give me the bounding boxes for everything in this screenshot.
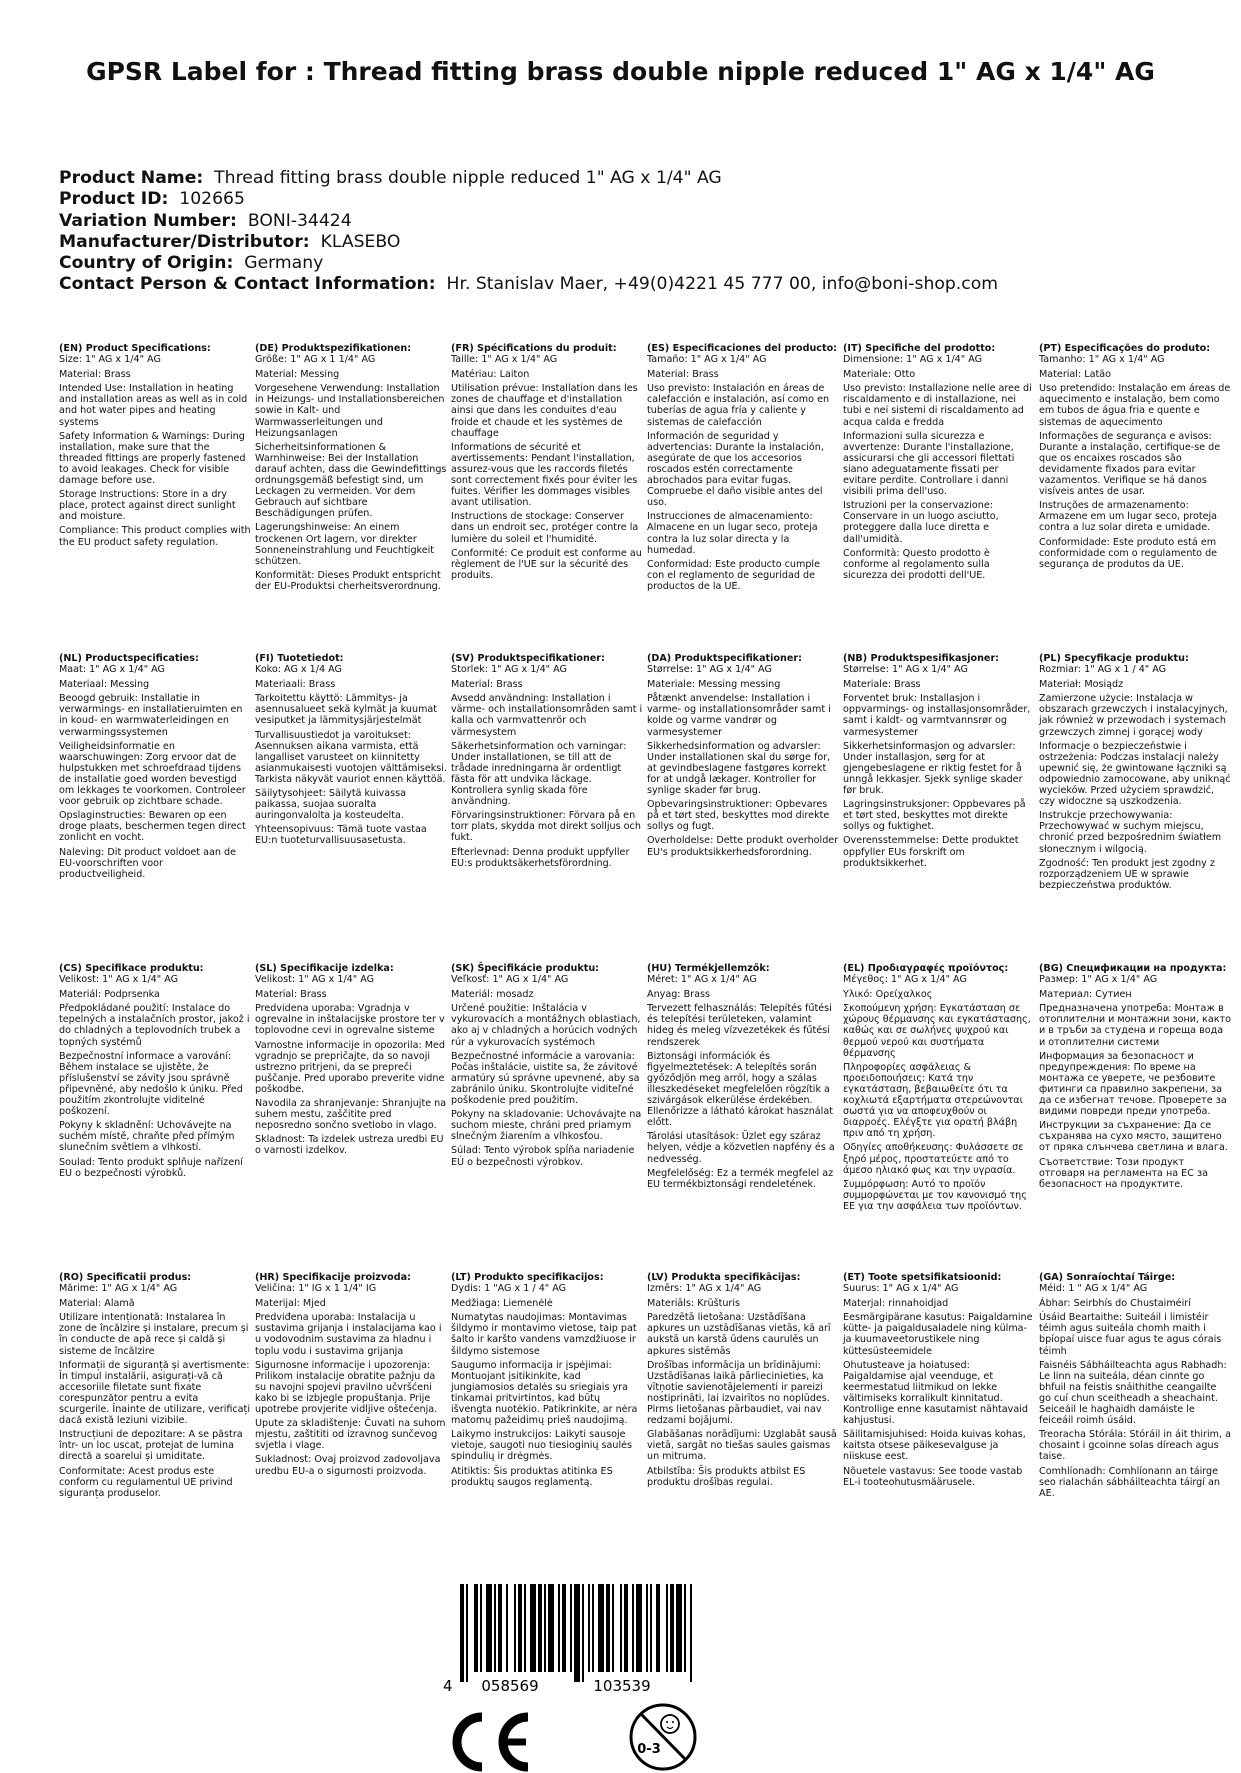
spec-storage: Pokyny k skladnění: Uchovávejte na suchém místě, chraňte před přímým slunečním světlem a vlhkostí.: [59, 1120, 235, 1154]
spec-compliance: Efterlevnad: Denna produkt uppfyller EU:s produktsäkerhetsförordning.: [451, 846, 630, 869]
spec-material: Materiaal: Messing: [59, 679, 150, 691]
spec-heading: (LV) Produkta specifikācijas:: [647, 1272, 801, 1283]
spec-material: Materiál: Podprsenka: [59, 989, 160, 1001]
spec-safety: Sicherheitsinformationen & Warnhinweise: Bei der Installation darauf achten, dass die Gewindefittings ordnungsgemäß befestigt sind, um Leckagen zu vermeiden. Vor dem Gebrauch auf sichtbare Beschädigungen prüfen.: [255, 441, 447, 520]
spec-safety: Sigurnosne informacije i upozorenja: Prilikom instalacije obratite pažnju da su navojni spojevi pravilno učvršćeni kako bi se izbjegle propuštanja. Prije upotrebe provjerite vidljive oštećenja.: [255, 1359, 438, 1416]
spec-compliance: Konformität: Dieses Produkt entspricht der EU-Produktsi cherheitsverordnung.: [255, 569, 441, 592]
barcode-bar: [574, 1584, 580, 1682]
spec-block: [59, 963, 251, 1182]
spec-intended-use: Predviđena uporaba: Instalacija u sustavima grijanja i instalacijama kao i u vodovodnim sustavima za hladnu i toplu vodu i sustavima grijanja: [255, 1312, 442, 1357]
spec-material: Anyag: Brass: [647, 989, 710, 1001]
barcode-bar: [646, 1584, 648, 1672]
spec-safety: Informações de segurança e avisos: Durante a instalação, certifique-se de que os encaixes roscados são devidamente fixados para evitar vazamentos. Verifique se há danos visíveis antes de usar.: [1039, 430, 1221, 498]
spec-intended-use: Beoogd gebruik: Installatie in verwarmings- en installatieruimten en in koud- en warmwaterleidingen en verwarmingssystemen: [59, 693, 243, 738]
spec-compliance: Sukladnost: Ovaj proizvod zadovoljava uredbu EU-a o sigurnosti proizvoda.: [255, 1454, 441, 1477]
info-value: Hr. Stanislav Maer, +49(0)4221 45 777 00, info@boni-shop.com: [446, 274, 998, 295]
spec-heading: (PT) Especificações do produto:: [1039, 343, 1211, 354]
barcode-bar: [636, 1584, 642, 1672]
spec-size: Suurus: 1" AG x 1/4" AG: [843, 1283, 959, 1295]
spec-material: Material: Brass: [647, 369, 719, 381]
spec-safety: Saugumo informacija ir įspėjimai: Montuojant įsitikinkite, kad jungiamosios detalės su sriegiais yra tinkamai pritvirtintos, kad būtų išvengta nuotėkio. Patikrinkite, ar nėra matomų pažeidimų prieš naudojimą.: [451, 1359, 638, 1427]
spec-block: [59, 343, 251, 551]
spec-heading: (DE) Produktspezifikationen:: [255, 343, 412, 354]
product-name-row: [59, 168, 1189, 189]
spec-block: [647, 343, 839, 595]
barcode-bar: [544, 1584, 546, 1672]
spec-safety: Biztonsági információk és figyelmeztetések: A telepítés során győződjön meg arról, hogy a szálas illeszkedéseket megfelelően rögzítik a szivárgások elkerülése érdekében. Ellenőrizze a látható károkat használat előtt.: [647, 1050, 833, 1129]
spec-block: [255, 963, 447, 1160]
barcode-bar: [690, 1584, 692, 1682]
spec-block: [451, 343, 643, 584]
spec-size: Dydis: 1 "AG x 1 / 4" AG: [451, 1283, 567, 1295]
barcode-bar: [486, 1584, 492, 1672]
spec-compliance: Съответствие: Този продукт отговаря на регламента на ЕС за безопасност на продуктите.: [1039, 1156, 1208, 1190]
spec-safety: Sikkerhedsinformation og advarsler: Under installationen skal du sørge for, at gevindbeslagene fastgøres korrekt for at undgå lækager. Kontroller for synlige skader før brug.: [647, 740, 831, 797]
barcode-bar: [606, 1584, 610, 1672]
ean-barcode: [438, 1582, 708, 1698]
spec-intended-use: Eesmärgipärane kasutus: Paigaldamine kütte- ja paigaldusaladele ning külma- ja kuumaveetorustikele ning küttesüsteemidele: [843, 1312, 1033, 1357]
spec-storage: Lagringsinstruksjoner: Oppbevares på et tørt sted, beskyttes mot direkte sollys og fuktighet.: [843, 799, 1026, 833]
spec-storage: Förvaringsinstruktioner: Förvara på en torr plats, skydda mot direkt solljus och fukt.: [451, 810, 641, 844]
info-key: Contact Person & Contact Information:: [59, 274, 436, 295]
spec-material: Material: Brass: [255, 989, 327, 1001]
spec-heading: (SV) Produktspecifikationer:: [451, 653, 605, 664]
spec-storage: Upute za skladištenje: Čuvati na suhom mjestu, zaštititi od izravnog sunčevog svjetla i vlage.: [255, 1418, 446, 1452]
spec-compliance: Overholdelse: Dette produkt overholder EU's produktsikkerhedsforordning.: [647, 835, 839, 858]
barcode-bar: [494, 1584, 496, 1672]
spec-storage: Storage Instructions: Store in a dry place, protect against direct sunlight and moisture.: [59, 489, 236, 523]
product-id-row: [59, 189, 1189, 210]
spec-storage: Tárolási utasítások: Üzlet egy száraz helyen, védje a közvetlen napfény és a nedvesség.: [647, 1131, 835, 1165]
barcode-bar: [570, 1584, 572, 1672]
spec-safety: Ohutusteave ja hoiatused: Paigaldamise ajal veenduge, et keermestatud liitmikud on lekke vältimiseks korralikult kinnitatud. Kontrollige enne kasutamist nähtavaid kahjustusi.: [843, 1359, 1028, 1427]
spec-intended-use: Σκοπούμενη χρήση: Εγκατάσταση σε χώρους θέρμανσης και εγκατάστασης, καθώς και σε σωλήνες ψυχρού και θερμού νερού και συστήματα θέρμανσης: [843, 1003, 1031, 1059]
spec-heading: (LT) Produkto specifikacijos:: [451, 1272, 604, 1283]
spec-size: Méid: 1 " AG x 1/4" AG: [1039, 1283, 1148, 1295]
spec-material: Materiale: Otto: [843, 369, 916, 381]
barcode-bar: [670, 1584, 674, 1672]
info-value: Germany: [244, 253, 324, 274]
spec-safety: Bezpečnostné informácie a varovania: Počas inštalácie, uistite sa, že závitové armatúry sú správne upevnené, aby sa zabránilo úniku. Skontrolujte viditeľné poškodenie pred použitím.: [451, 1050, 640, 1107]
spec-storage: Glabāšanas norādījumi: Uzglabāt sausā vietā, sargāt no tiešas saules gaismas un mitruma.: [647, 1429, 837, 1463]
spec-compliance: Overensstemmelse: Dette produktet oppfyller EUs forskrift om produktsikkerhet.: [843, 835, 1019, 869]
spec-safety: Информация за безопасност и предупреждения: По време на монтажа се уверете, че резбовите фитинги са правилно закрепени, за да се избегнат течове. Проверете за видими повреди преди употреба.: [1039, 1050, 1227, 1118]
spec-block: [1039, 1272, 1231, 1502]
spec-heading: (NL) Productspecificaties:: [59, 653, 199, 664]
spec-safety: Turvallisuustiedot ja varoitukset: Asennuksen aikana varmista, että langalliset varusteet on kiinnitetty asianmukaisesti vuotojen välttämiseksi. Tarkista näkyvät vauriot ennen käyttöä.: [255, 729, 447, 785]
spec-intended-use: Påtænkt anvendelse: Installation i varme- og installationsområder samt i kolde og varme vandrør og varmesystemer: [647, 693, 831, 738]
spec-size: Størrelse: 1" AG x 1/4" AG: [843, 664, 968, 676]
spec-size: Størrelse: 1" AG x 1/4" AG: [647, 664, 772, 676]
spec-intended-use: Určené použitie: Inštalácia v vykurovacích a montážnych oblastiach, ako aj v chladných a horúcich vodných rúr a vykurovacích systémoch: [451, 1003, 641, 1048]
barcode-right-digits: 103539: [593, 1677, 651, 1695]
spec-safety: Informații de siguranță și avertismente: În timpul instalării, asigurați-vă că accesoriile filetate sunt fixate corespunzător pentru a evita scurgerile. Înainte de utilizare, verificați dacă există leziuni vizibile.: [59, 1359, 250, 1427]
spec-size: Size: 1" AG x 1/4" AG: [59, 354, 161, 366]
contact-row: [59, 274, 1189, 295]
spec-storage: Istruzioni per la conservazione: Conservare in un luogo asciutto, proteggere dalla luce diretta e dall'umidità.: [843, 500, 999, 545]
spec-size: Mărime: 1" AG x 1/4" AG: [59, 1283, 178, 1295]
barcode-bar: [612, 1584, 614, 1672]
spec-heading: (BG) Спецификации на продукта:: [1039, 963, 1227, 974]
barcode-bar: [518, 1584, 522, 1672]
spec-intended-use: Avsedd användning: Installation i värme- och installationsområden samt i kalla och varmvattenrör och värmesystem: [451, 693, 643, 738]
spec-material: Material: Latão: [1039, 369, 1111, 381]
spec-block: [59, 653, 251, 883]
spec-material: Materjal: rinnahoidjad: [843, 1298, 949, 1310]
spec-heading: (HU) Termékjellemzők:: [647, 963, 770, 974]
spec-safety: Säkerhetsinformation och varningar: Under installationen, se till att de trådade inredningarna är ordentligt fästa för att undvika läckage. Kontrollera synlig skada före användning.: [451, 740, 627, 808]
spec-intended-use: Uso previsto: Installazione nelle aree di riscaldamento e di installazione, nei tubi e nei sistemi di riscaldamento ad acqua calda e fredda: [843, 383, 1032, 428]
barcode-bar: [558, 1584, 560, 1672]
info-value: KLASEBO: [320, 231, 401, 252]
spec-heading: (SK) Špecifikácie produktu:: [451, 963, 600, 974]
spec-block: [59, 1272, 251, 1502]
barcode-bar: [538, 1584, 542, 1672]
spec-storage: Instrucciones de almacenamiento: Almacene en un lugar seco, proteja contra la luz solar directa y la humedad.: [647, 511, 818, 556]
barcode-bar: [632, 1584, 634, 1672]
spec-compliance: Megfelelőség: Ez a termék megfelel az EU termékbiztonsági rendeletének.: [647, 1167, 834, 1190]
variation-number-row: [59, 211, 1189, 232]
spec-block: [1039, 343, 1231, 573]
barcode-bar: [506, 1584, 508, 1672]
spec-compliance: Conformidad: Este producto cumple con el reglamento de seguridad de productos de la UE.: [647, 558, 820, 592]
spec-heading: (RO) Specificatii produs:: [59, 1272, 192, 1283]
spec-block: [1039, 963, 1231, 1193]
spec-compliance: Συμμόρφωση: Αυτό το προϊόν συμμορφώνεται με τον κανονισμό της ΕΕ για την ασφάλεια των προϊόντων.: [843, 1178, 1027, 1212]
spec-block: [1039, 653, 1231, 894]
spec-safety: Safety Information & Warnings: During installation, make sure that the threaded fittings are properly fastened to avoid leakages. Check for visible damage before use.: [59, 430, 246, 487]
spec-size: Μέγεθος: 1" AG x 1/4" AG: [843, 974, 967, 986]
spec-material: Materiał: Mosiądz: [1039, 679, 1124, 691]
info-key: Product ID:: [59, 189, 169, 210]
spec-intended-use: Intended Use: Installation in heating and installation areas as well as in cold and hot water pipes and heating systems: [59, 383, 248, 428]
spec-safety: Informacje o bezpieczeństwie i ostrzeżenia: Podczas instalacji należy upewnić się, że gwintowane łączniki są odpowiednio zamocowane, aby uniknąć wycieków. Przed użyciem sprawdzić, czy widoczne są uszkodzenia.: [1039, 740, 1231, 808]
spec-safety: Información de seguridad y advertencias: Durante la instalación, asegúrate de que los accesorios roscados estén correctamente abrochados para evitar fugas. Compruebe el daño visible antes del uso.: [647, 430, 824, 509]
spec-heading: (FR) Spécifications du produit:: [451, 343, 617, 354]
info-value: BONI-34424: [247, 210, 352, 231]
spec-size: Koko: AG x 1/4 AG: [255, 664, 342, 676]
barcode-bar: [656, 1584, 660, 1672]
spec-intended-use: Vorgesehene Verwendung: Installation in Heizungs- und Installationsbereichen sowie in Kalt- und Warmwasserleitungen und Heizungsanlagen: [255, 383, 445, 439]
spec-material: Materiale: Messing messing: [647, 679, 781, 691]
spec-heading: (GA) Sonraíochtaí Táirge:: [1039, 1272, 1176, 1283]
barcode-bar: [562, 1584, 566, 1672]
spec-material: Materiál: mosadz: [451, 989, 534, 1001]
spec-safety: Veiligheidsinformatie en waarschuwingen: Zorg ervoor dat de hulpstukken met schroefdraad tijdens de installatie goed worden bevestigd om lekkages te voorkomen. Controleer voor gebruik op zichtbare schade.: [59, 740, 246, 808]
spec-compliance: Skladnost: Ta izdelek ustreza uredbi EU o varnosti izdelkov.: [255, 1134, 444, 1157]
barcode-bar: [530, 1584, 536, 1672]
barcode-left-digits: 058569: [481, 1677, 539, 1695]
spec-storage: Οδηγίες αποθήκευσης: Φυλάσσετε σε ξηρό μέρος, προστατεύετε από το άμεσο ηλιακό φως και την υγρασία.: [843, 1142, 1024, 1176]
barcode-bar: [582, 1584, 584, 1682]
spec-block: [647, 963, 839, 1193]
spec-storage: Инструкции за съхранение: Да се съхранява на сухо място, защитено от пряка слънчева светлина и влага.: [1039, 1120, 1228, 1154]
ce-mark-icon: [452, 1711, 536, 1773]
barcode-bar: [474, 1584, 478, 1672]
spec-block: [255, 653, 447, 850]
spec-storage: Instructions de stockage: Conserver dans un endroit sec, protéger contre la lumière du soleil et l'humidité.: [451, 511, 639, 545]
spec-safety: Drošības informācija un brīdinājumi: Uzstādīšanas laikā pārliecinieties, ka vītņotie savienotājelementi ir pareizi nostiprināti, lai izvairītos no noplūdes. Pirms lietošanas pārbaudiet, vai nav redzami bojājumi.: [647, 1359, 830, 1427]
spec-intended-use: Uso pretendido: Instalação em áreas de aquecimento e instalação, bem como em tubos de água fria e quente e sistemas de aquecimento: [1039, 383, 1231, 428]
barcode-bar: [624, 1584, 628, 1672]
spec-heading: (FI) Tuotetiedot:: [255, 653, 344, 664]
spec-material: Materijal: Mjed: [255, 1298, 326, 1310]
spec-size: Rozmiar: 1" AG x 1 / 4" AG: [1039, 664, 1167, 676]
spec-storage: Opbevaringsinstruktioner: Opbevares på et tørt sted, beskyttes mod direkte sollys og fugt.: [647, 799, 830, 833]
spec-heading: (DA) Produktspecifikationer:: [647, 653, 802, 664]
spec-size: Dimensione: 1" AG x 1/4" AG: [843, 354, 983, 366]
spec-material: Материал: Сутиен: [1039, 989, 1132, 1001]
barcode-bar: [524, 1584, 526, 1672]
spec-size: Taille: 1" AG x 1/4" AG: [451, 354, 558, 366]
spec-size: Maat: 1" AG x 1/4" AG: [59, 664, 165, 676]
spec-size: Veľkosť: 1" AG x 1/4" AG: [451, 974, 569, 986]
manufacturer-row: [59, 232, 1189, 253]
info-value: Thread fitting brass double nipple reduced 1" AG x 1/4" AG: [214, 168, 722, 188]
barcode-bar: [480, 1584, 482, 1672]
barcode-bar: [684, 1584, 686, 1672]
spec-compliance: Conformità: Questo prodotto è conforme al regolamento sulla sicurezza dei prodotti dell'UE.: [843, 547, 990, 581]
spec-safety: Informazioni sulla sicurezza e avvertenze: Durante l'installazione, assicurarsi che gli accessori filettati siano adeguatamente fissati per evitare perdite. Controllare i danni visibili prima dell'uso.: [843, 430, 1015, 498]
barcode-bar: [666, 1584, 668, 1672]
spec-block: [647, 1272, 839, 1491]
spec-size: Velikost: 1" AG x 1/4" AG: [255, 974, 375, 986]
spec-heading: (EL) Προδιαγραφές προϊόντος:: [843, 963, 1009, 974]
spec-safety: Πληροφορίες ασφάλειας & προειδοποιήσεις: Κατά την εγκατάσταση, βεβαιωθείτε ότι τα κοχλιωτά εξαρτήματα στερεώνονται σωστά για να αποφευχθούν οι διαρροές. Ελέγξτε για ορατή βλάβη πριν από τη χρήση.: [843, 1061, 1023, 1140]
spec-material: Matériau: Laiton: [451, 369, 530, 381]
barcode-bar: [460, 1584, 464, 1682]
spec-intended-use: Předpokládané použití: Instalace do tepelných a instalačních prostor, jakož i do chladných a teplovodních trubek a topných systémů: [59, 1003, 250, 1048]
age-label: 0-3: [637, 1742, 661, 1757]
spec-compliance: Atitiktis: Šis produktas atitinka ES produktų saugos reglamentą.: [451, 1465, 613, 1488]
spec-material: Material: Brass: [59, 369, 131, 381]
spec-size: Velikost: 1" AG x 1/4" AG: [59, 974, 179, 986]
info-value: 102665: [179, 189, 245, 210]
spec-block: [843, 963, 1035, 1215]
spec-compliance: Conformitate: Acest produs este conform cu regulamentul UE privind siguranța produselor.: [59, 1465, 233, 1499]
spec-compliance: Conformité: Ce produit est conforme au règlement de l'UE sur la sécurité des produits.: [451, 547, 642, 581]
spec-intended-use: Paredzētā lietošana: Uzstādīšana apkures un uzstādīšanas vietās, kā arī aukstā un karstā ūdens caurulēs un apkures sistēmās: [647, 1312, 831, 1357]
spec-material: Υλικό: Ορείχαλκος: [843, 989, 933, 1001]
barcode-bar: [514, 1584, 516, 1672]
spec-block: [647, 653, 839, 861]
spec-material: Medžiaga: Liemenėlė: [451, 1298, 553, 1310]
spec-storage: Instrucțiuni de depozitare: A se păstra într- un loc uscat, protejat de lumina directă a soarelui și umiditate.: [59, 1429, 243, 1463]
spec-compliance: Comhlíonadh: Comhlíonann an táirge seo rialachán sábháilteachta táirgí an AE.: [1039, 1465, 1220, 1499]
barcode-bar: [650, 1584, 652, 1672]
spec-compliance: Naleving: Dit product voldoet aan de EU-voorschriften voor productveiligheid.: [59, 846, 236, 880]
spec-compliance: Conformidade: Este produto está em conformidade com o regulamento de segurança de produtos da UE.: [1039, 536, 1218, 570]
barcode-bar: [598, 1584, 604, 1672]
spec-size: Méret: 1" AG x 1/4" AG: [647, 974, 757, 986]
barcode-bar: [676, 1584, 682, 1672]
spec-storage: Laikymo instrukcijos: Laikyti sausoje vietoje, saugoti nuo tiesioginių saulės spindulių ir drėgmės.: [451, 1429, 633, 1463]
country-row: [59, 253, 1189, 274]
spec-safety: Varnostne informacije in opozorila: Med vgradnjo se prepričajte, da so navoji ustrezno pritrjeni, da se prepreči puščanje. Pred uporabo preverite vidne poškodbe.: [255, 1039, 446, 1095]
spec-heading: (IT) Specifiche del prodotto:: [843, 343, 996, 354]
spec-compliance: Zgodność: Ten produkt jest zgodny z rozporządzeniem UE w sprawie bezpieczeństwa produktów.: [1039, 857, 1215, 891]
spec-storage: Lagerungshinweise: An einem trockenen Ort lagern, vor direkter Sonneneinstrahlung und Feuchtigkeit schützen.: [255, 522, 435, 567]
spec-material: Materiale: Brass: [843, 679, 921, 691]
barcode-first-digit: 4: [443, 1677, 453, 1695]
spec-size: Izmērs: 1" AG x 1/4" AG: [647, 1283, 762, 1295]
age-warning-icon: [628, 1702, 698, 1772]
spec-storage: Instrukcje przechowywania: Przechowywać w suchym miejscu, chronić przed bezpośrednim światłem słonecznym i wilgocią.: [1039, 810, 1222, 855]
spec-block: [451, 653, 643, 872]
spec-heading: (ES) Especificaciones del producto:: [647, 343, 838, 354]
spec-block: [843, 1272, 1035, 1491]
spec-compliance: Súlad: Tento výrobok spĺňa nariadenie EÚ o bezpečnosti výrobkov.: [451, 1145, 635, 1168]
spec-intended-use: Forventet bruk: Installasjon i oppvarmings- og installasjonsområder, samt i kaldt- og varmtvannsrør og varmesystemer: [843, 693, 1031, 738]
info-key: Product Name:: [59, 168, 204, 188]
spec-material: Materiāls: Krūšturis: [647, 1298, 741, 1310]
spec-safety: Bezpečnostní informace a varování: Během instalace se ujistěte, že příslušenství se závity jsou správně připevněné, aby nedošlo k úniku. Před použitím zkontrolujte viditelné poškození.: [59, 1050, 243, 1118]
spec-size: Размер: 1" AG x 1/4" AG: [1039, 974, 1158, 986]
spec-heading: (HR) Specifikacije proizvoda:: [255, 1272, 411, 1283]
label-title: GPSR Label for : Thread fitting brass double nipple reduced 1" AG x 1/4" AG: [86, 57, 1155, 86]
spec-safety: Sikkerhetsinformasjon og advarsler: Under installasjon, sørg for at gjengebeslagene er riktig festet for å unngå lekkasjer. Sjekk synlige skader før bruk.: [843, 740, 1023, 797]
barcode-bar: [548, 1584, 554, 1672]
spec-compliance: Yhteensopivuus: Tämä tuote vastaa EU:n tuoteturvallisuusasetusta.: [255, 824, 427, 847]
spec-compliance: Atbilstība: Šis produkts atbilst ES produktu drošības regulai.: [647, 1465, 806, 1488]
info-key: Manufacturer/Distributor:: [59, 231, 310, 252]
spec-intended-use: Uso previsto: Instalación en áreas de calefacción e instalación, así como en tuberías de agua fría y caliente y sistemas de calefacción: [647, 383, 830, 428]
spec-material: Material: Alamă: [59, 1298, 135, 1310]
spec-block: [843, 343, 1035, 584]
spec-heading: (PL) Specyfikacje produktu:: [1039, 653, 1189, 664]
spec-compliance: Compliance: This product complies with the EU product safety regulation.: [59, 525, 251, 548]
spec-heading: (NB) Produktspesifikasjoner:: [843, 653, 1000, 664]
spec-block: [843, 653, 1035, 872]
spec-intended-use: Numatytas naudojimas: Montavimas šildymo ir montavimo vietose, taip pat šalto ir karšto vandens vamzdžiuose ir šildymo sistemose: [451, 1312, 637, 1357]
spec-material: Material: Brass: [451, 679, 523, 691]
spec-storage: Opslaginstructies: Bewaren op een droge plaats, beschermen tegen direct zonlicht en vocht.: [59, 810, 246, 844]
spec-size: Größe: 1" AG x 1 1/4" AG: [255, 354, 376, 366]
spec-size: Tamaño: 1" AG x 1/4" AG: [647, 354, 767, 366]
spec-safety: Faisnéis Sábháilteachta agus Rabhadh: Le linn na suiteála, déan cinnte go bhfuil na feistis snáithithe ceangailte go cuí chun sceitheadh a sheachaint. Seiceáil le haghaidh damáiste le feiceáil roimh úsáid.: [1039, 1359, 1227, 1427]
spec-size: Tamanho: 1" AG x 1/4" AG: [1039, 354, 1165, 366]
spec-intended-use: Zamierzone użycie: Instalacja w obszarach grzewczych i instalacyjnych, jak również w przewodach i systemach grzewczych zimnej i gorącej wody: [1039, 693, 1228, 738]
spec-material: Material: Messing: [255, 369, 340, 381]
barcode-bar: [466, 1584, 468, 1682]
spec-heading: (SL) Specifikacije izdelka:: [255, 963, 394, 974]
spec-block: [451, 963, 643, 1171]
spec-heading: (ET) Toote spetsifikatsioonid:: [843, 1272, 1002, 1283]
info-key: Country of Origin:: [59, 253, 234, 274]
spec-material: Materiaali: Brass: [255, 679, 336, 691]
spec-intended-use: Utilizare intenționată: Instalarea în zone de încălzire și instalare, precum și în conducte de apă rece și caldă și sisteme de încălzire: [59, 1312, 249, 1357]
spec-storage: Pokyny na skladovanie: Uchovávajte na suchom mieste, chráni pred priamym slnečným žiarením a vlhkosťou.: [451, 1109, 642, 1143]
spec-storage: Säilitamisjuhised: Hoida kuivas kohas, kaitsta otsese päikesevalguse ja niiskuse eest.: [843, 1429, 1026, 1463]
spec-size: Veličina: 1" IG x 1 1/4" IG: [255, 1283, 377, 1295]
barcode-bar: [498, 1584, 502, 1672]
spec-block: [255, 343, 447, 595]
spec-compliance: Soulad: Tento produkt splňuje nařízení EU o bezpečnosti výrobků.: [59, 1156, 243, 1179]
product-info: [59, 168, 1189, 296]
spec-intended-use: Tervezett felhasználás: Telepítés fűtési és telepítési területeken, valamint hideg és meleg vízvezetékek és fűtési rendszerek: [647, 1003, 832, 1048]
spec-heading: (CS) Specifikace produktu:: [59, 963, 204, 974]
spec-storage: Treoracha Stórála: Stóráil in áit thirim, a chosaint i gcoinne solas díreach agus taise.: [1039, 1429, 1231, 1463]
spec-heading: (EN) Product Specifications:: [59, 343, 211, 354]
spec-block: [451, 1272, 643, 1491]
barcode-bar: [588, 1584, 590, 1672]
spec-compliance: Nõuetele vastavus: See toode vastab EL-i tooteohutusmäärusele.: [843, 1465, 1023, 1488]
spec-storage: Säilytysohjeet: Säilytä kuivassa paikassa, suojaa suoralta auringonvalolta ja kosteudelta.: [255, 788, 406, 822]
spec-storage: Navodila za shranjevanje: Shranjujte na suhem mestu, zaščitite pred neposredno sončno svetlobo in vlago.: [255, 1098, 447, 1132]
spec-safety: Informations de sécurité et avertissements: Pendant l'installation, assurez-vous que les raccords filetés sont correctement fixés pour éviter les fuites. Vérifier les dommages visibles avant utilisation.: [451, 441, 638, 509]
spec-intended-use: Úsáid Beartaithe: Suiteáil i limistéir téimh agus suiteála chomh maith i bpíopaí uisce fuar agus te agus córais téimh: [1039, 1312, 1222, 1357]
spec-intended-use: Tarkoitettu käyttö: Lämmitys- ja asennusalueet sekä kylmät ja kuumat vesiputket ja lämmitysjärjestelmät: [255, 693, 438, 727]
barcode-bar: [620, 1584, 622, 1672]
spec-storage: Instruções de armazenamento: Armazene em um lugar seco, proteja contra a luz solar direta e umidade.: [1039, 500, 1218, 534]
spec-intended-use: Predvidena uporaba: Vgradnja v ogrevalne in inštalacijske prostore ter v toplovodne cevi in ogrevalne sisteme: [255, 1003, 445, 1037]
barcode-bar: [592, 1584, 594, 1672]
spec-size: Storlek: 1" AG x 1/4" AG: [451, 664, 567, 676]
spec-intended-use: Utilisation prévue: Installation dans les zones de chauffage et d'installation ainsi que dans les conduites d'eau froide et chaude et les systèmes de chauffage: [451, 383, 638, 439]
info-key: Variation Number:: [59, 210, 237, 231]
spec-material: Ábhar: Seirbhís do Chustaiméirí: [1039, 1298, 1191, 1310]
spec-block: [255, 1272, 447, 1480]
spec-intended-use: Предназначена употреба: Монтаж в отоплителни и монтажни зони, както и в тръби за студена и гореща вода и отоплителни системи: [1039, 1003, 1231, 1048]
